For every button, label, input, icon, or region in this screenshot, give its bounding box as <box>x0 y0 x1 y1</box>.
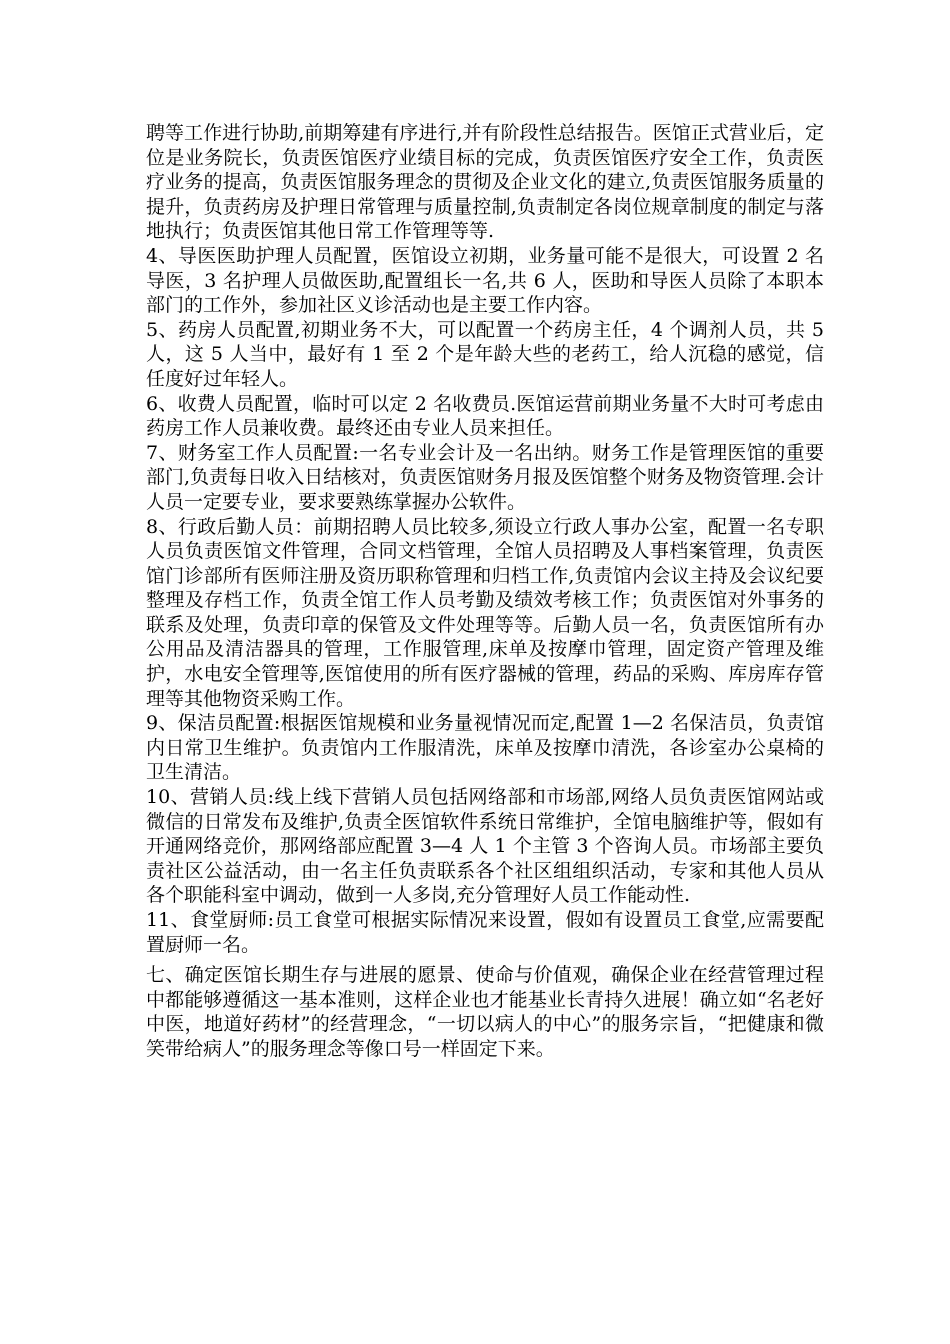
paragraph-cashier-staffing: 6、收费人员配置，临时可以定 2 名收费员.医馆运营前期业务量不大时可考虑由药房工作人员兼收费。最终还由专业人员来担任。 <box>146 392 824 440</box>
paragraph-finance-staffing: 7、财务室工作人员配置:一名专业会计及一名出纳。财务工作是管理医馆的重要部门,负责每日收入日结核对，负责医馆财务月报及医馆整个财务及物资管理.会计人员一定要专业，要求要熟练掌握办公软件。 <box>146 441 824 513</box>
paragraph-canteen-chef: 11、食堂厨师:员工食堂可根据实际情况来设置，假如有设置员工食堂,应需要配置厨师一名。 <box>146 909 824 956</box>
paragraph-admin-logistics-staffing: 8、行政后勤人员：前期招聘人员比较多,须设立行政人事办公室，配置一名专职人员负责医馆文件管理，合同文档管理，全馆人员招聘及人事档案管理，负责医馆门诊部所有医师注册及资历职称管理和归档工作,负责馆内会议主持及会议纪要整理及存档工作，负责全馆工作人员考勤及绩效考核工作；负责医馆对外事务的联系及处理，负责印章的保管及文件处理等等。后勤人员一名，负责医馆所有办公用品及清洁器具的管理，工作服管理,床单及按摩巾管理，固定资产管理及维护，水电安全管理等,医馆使用的所有医疗器械的管理，药品的采购、库房库存管理等其他物资采购工作。 <box>146 515 824 710</box>
paragraph-duties-continuation: 聘等工作进行协助,前期筹建有序进行,并有阶段性总结报告。医馆正式营业后，定位是业务院长，负责医馆医疗业绩目标的完成，负责医馆医疗安全工作，负责医疗业务的提高，负责医馆服务理念的贯彻及企业文化的建立,负责医馆服务质量的提升，负责药房及护理日常管理与质量控制,负责制定各岗位规章制度的制定与落地执行；负责医馆其他日常工作管理等等. <box>146 122 824 243</box>
document-body <box>146 121 824 1062</box>
paragraph-cleaner-staffing: 9、保洁员配置:根据医馆规模和业务量视情况而定,配置 1—2 名保洁员，负责馆内日常卫生维护。负责馆内工作服清洗，床单及按摩巾清洗，各诊室办公桌椅的卫生清洁。 <box>146 712 824 784</box>
paragraph-guide-nurse-staffing: 4、导医医助护理人员配置，医馆设立初期，业务量可能不是很大，可设置 2 名导医，3 名护理人员做医助,配置组长一名,共 6 人，医助和导医人员除了本职本部门的工作外，参加社区义诊活动也是主要工作内容。 <box>146 244 824 317</box>
paragraph-marketing-staffing: 10、营销人员:线上线下营销人员包括网络部和市场部,网络人员负责医馆网站或微信的日常发布及维护,负责全医馆软件系统日常维护，全馆电脑维护等，假如有开通网络竞价，那网络部应配置 3—4 人 1 个主管 3 个咨询人员。市场部主要负责社区公益活动，由一名主任负责联系各个社区组组织活动，专家和其他人员从各个职能科室中调动，做到一人多岗,充分管理好人员工作能动性. <box>146 786 824 907</box>
paragraph-vision-mission-values: 七、确定医馆长期生存与进展的愿景、使命与价值观，确保企业在经营管理过程中都能够遵循这一基本准则，这样企业也才能基业长青持久进展！确立如“名老好中医，地道好药材”的经营理念，“一切以病人的中心”的服务宗旨，“把健康和微笑带给病人”的服务理念等像口号一样固定下来。 <box>146 964 824 1060</box>
paragraph-pharmacy-staffing: 5、药房人员配置,初期业务不大，可以配置一个药房主任，4 个调剂人员，共 5 人，这 5 人当中，最好有 1 至 2 个是年龄大些的老药工，给人沉稳的感觉，信任度好过年轻人。 <box>146 318 824 390</box>
